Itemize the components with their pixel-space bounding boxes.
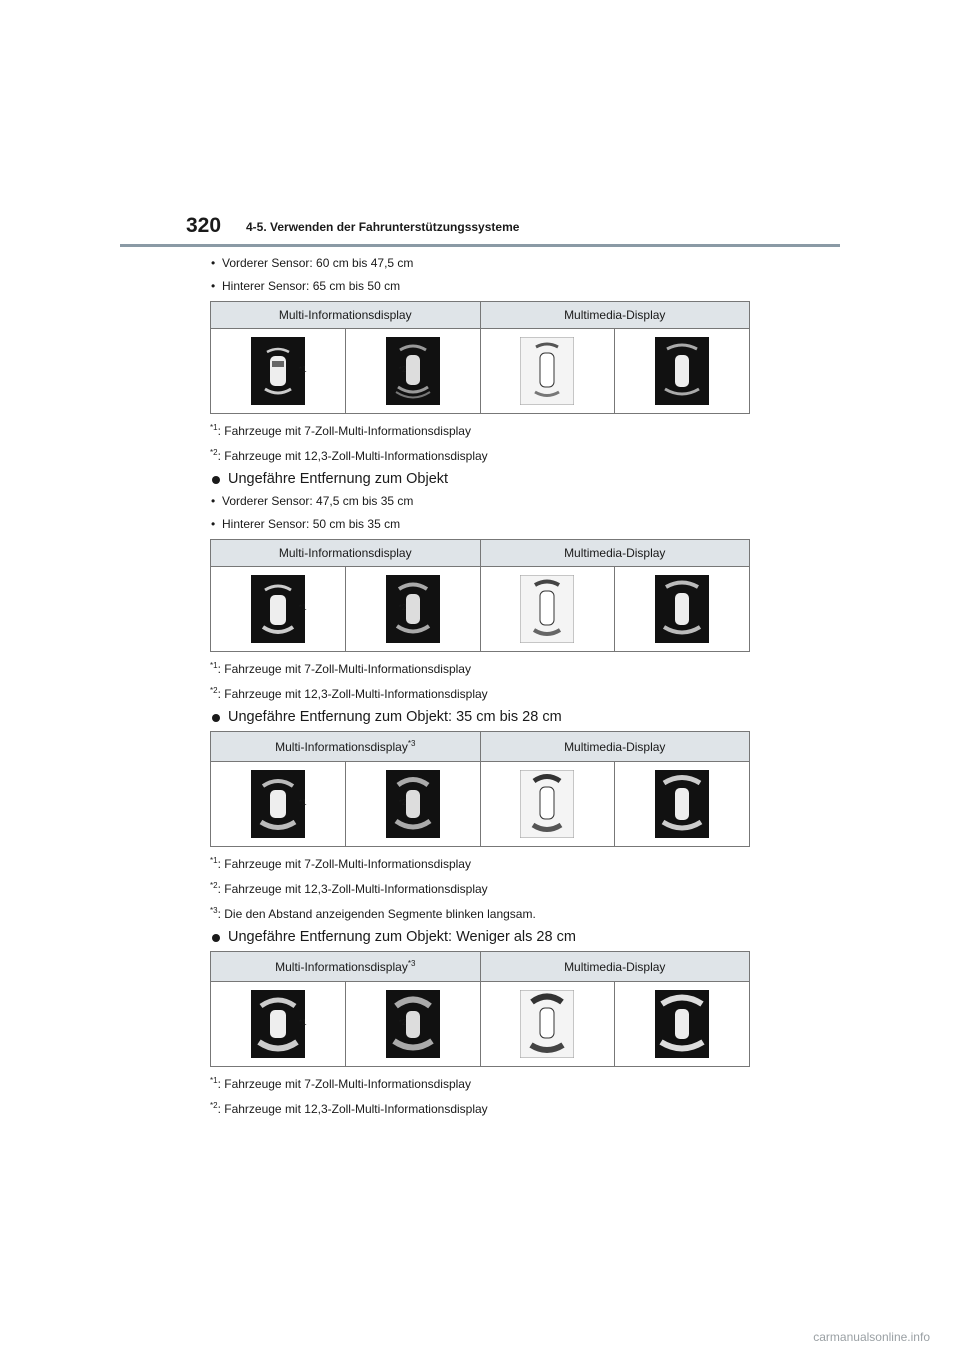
footnote-2: $^{*2}$: Fahrzeuge mit 12,3-Zoll-Multi-Informationsdisplay <box>210 1101 488 1116</box>
multimedia-light-cell <box>480 567 615 652</box>
bullet-rear-sensor-2: • Hinterer Sensor: 50 cm bis 35 cm <box>210 516 750 532</box>
parking-sensor-display-12in-icon <box>386 575 440 643</box>
ref-mark-2: *2 <box>398 365 407 374</box>
display-table-1 <box>210 301 750 414</box>
header-multimedia: Multimedia-Display <box>480 732 750 762</box>
parking-sensor-multimedia-dark-icon <box>655 990 709 1058</box>
footnote-1: $^{*1}$: Fahrzeuge mit 7-Zoll-Multi-Informationsdisplay <box>210 423 471 438</box>
header-multi-info: Multi-Informationsdisplay$^{*3}$ <box>211 732 481 762</box>
section-heading-3: Ungefähre Entfernung zum Objekt: 35 cm bis 28 cm <box>210 709 750 725</box>
multimedia-light-cell <box>480 762 615 847</box>
mid-7in-cell <box>211 567 346 652</box>
footnote-2: $^{*2}$: Fahrzeuge mit 12,3-Zoll-Multi-Informationsdisplay <box>210 448 488 463</box>
ref-mark-1: *1 <box>299 1018 307 1027</box>
ref-mark-1: *1 <box>299 365 307 374</box>
parking-sensor-display-12in-icon <box>386 337 440 405</box>
ref-mark-1: *1 <box>299 603 307 612</box>
parking-sensor-multimedia-light-icon <box>520 337 574 405</box>
content <box>210 255 750 1123</box>
mid-7in-cell <box>211 762 346 847</box>
parking-sensor-multimedia-dark-icon <box>655 337 709 405</box>
header-rule <box>120 244 840 247</box>
footnote-1: $^{*1}$: Fahrzeuge mit 7-Zoll-Multi-Informationsdisplay <box>210 856 471 871</box>
multimedia-dark-cell <box>615 329 750 414</box>
ref-mark-2: *2 <box>398 603 407 612</box>
parking-sensor-multimedia-light-icon <box>520 575 574 643</box>
mid-12in-cell <box>345 982 480 1067</box>
mid-12in-cell <box>345 567 480 652</box>
mid-12in-cell <box>345 329 480 414</box>
multimedia-dark-cell <box>615 567 750 652</box>
parking-sensor-display-7in-icon <box>251 770 305 838</box>
footnote-3: $^{*3}$: Die den Abstand anzeigenden Segmente blinken langsam. <box>210 906 536 921</box>
footnote-2: $^{*2}$: Fahrzeuge mit 12,3-Zoll-Multi-Informationsdisplay <box>210 881 488 896</box>
section-heading-4: Ungefähre Entfernung zum Objekt: Weniger als 28 cm <box>210 929 750 945</box>
parking-sensor-multimedia-dark-icon <box>655 575 709 643</box>
parking-sensor-multimedia-light-icon <box>520 990 574 1058</box>
mid-7in-cell <box>211 329 346 414</box>
display-table-4 <box>210 951 750 1067</box>
bullet-rear-sensor: • Hinterer Sensor: 65 cm bis 50 cm <box>210 278 750 294</box>
footnote-1: $^{*1}$: Fahrzeuge mit 7-Zoll-Multi-Informationsdisplay <box>210 1076 471 1091</box>
footnote-2: $^{*2}$: Fahrzeuge mit 12,3-Zoll-Multi-Informationsdisplay <box>210 686 488 701</box>
display-table-3 <box>210 731 750 847</box>
parking-sensor-display-12in-icon <box>386 770 440 838</box>
parking-sensor-multimedia-dark-icon <box>655 770 709 838</box>
footnote-1: $^{*1}$: Fahrzeuge mit 7-Zoll-Multi-Informationsdisplay <box>210 661 471 676</box>
bullet-front-sensor: • Vorderer Sensor: 60 cm bis 47,5 cm <box>210 255 750 271</box>
mid-7in-cell <box>211 982 346 1067</box>
multimedia-light-cell <box>480 982 615 1067</box>
multimedia-light-cell <box>480 329 615 414</box>
mid-12in-cell <box>345 762 480 847</box>
ref-mark-1: *1 <box>299 798 307 807</box>
header-title: 4-5. Verwenden der Fahrunterstützungssysteme <box>246 220 520 234</box>
parking-sensor-multimedia-light-icon <box>520 770 574 838</box>
header-multimedia: Multimedia-Display <box>480 952 750 982</box>
section-heading-2: Ungefähre Entfernung zum Objekt <box>210 471 750 487</box>
multimedia-dark-cell <box>615 982 750 1067</box>
page-number: 320 <box>186 214 222 237</box>
header-multi-info: Multi-Informationsdisplay <box>211 302 481 329</box>
parking-sensor-display-7in-icon <box>251 990 305 1058</box>
parking-sensor-display-12in-icon <box>386 990 440 1058</box>
ref-mark-2: *2 <box>398 1018 407 1027</box>
parking-sensor-display-7in-icon <box>251 575 305 643</box>
display-table-2 <box>210 539 750 652</box>
header-multi-info: Multi-Informationsdisplay$^{*3}$ <box>211 952 481 982</box>
header-multimedia: Multimedia-Display <box>480 540 750 567</box>
header-multi-info: Multi-Informationsdisplay <box>211 540 481 567</box>
multimedia-dark-cell <box>615 762 750 847</box>
ref-mark-2: *2 <box>398 798 407 807</box>
bullet-front-sensor-2: • Vorderer Sensor: 47,5 cm bis 35 cm <box>210 493 750 509</box>
parking-sensor-display-7in-icon <box>251 337 305 405</box>
header-multimedia: Multimedia-Display <box>480 302 750 329</box>
footer-watermark: carmanualsonline.info <box>813 1330 930 1344</box>
